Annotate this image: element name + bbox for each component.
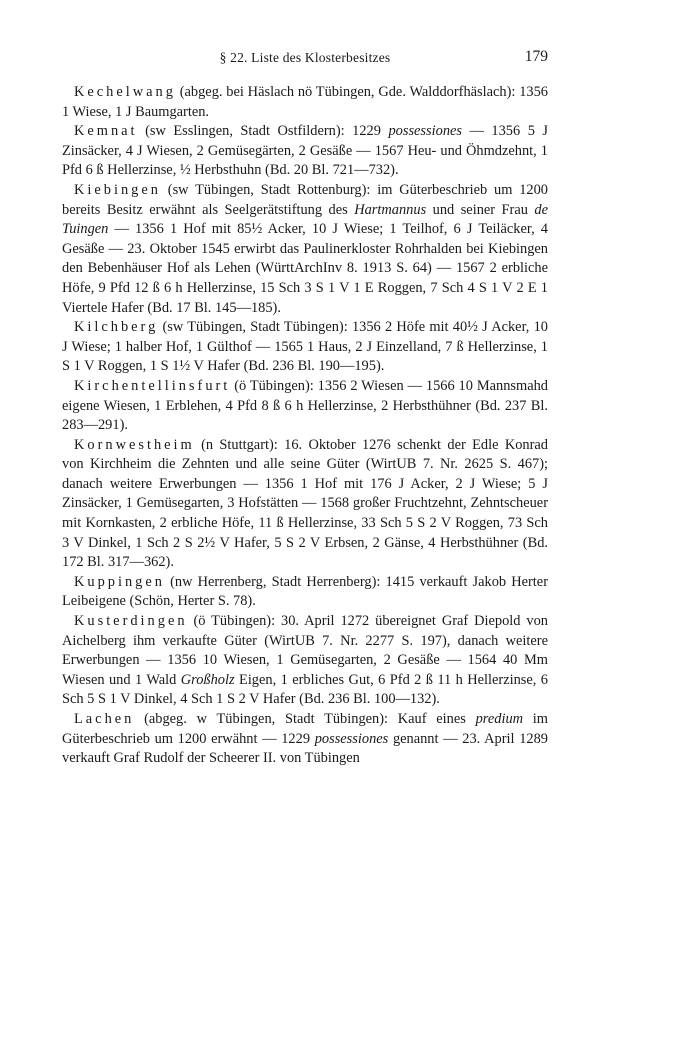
entry-text: (sw Tübingen, Stadt Tübingen): 1356 2 Höfe mit 40½ J Acker, 10 J Wiese; 1 halber Hof, 1 Gülthof — 1565 1 Haus, 2 J Einzelland, 7 ß Hellerzinse, 1 S 1 V Roggen, 1 S 1½ V Hafer (Bd. 236 Bl. 190—195). [62,319,548,375]
entry-italic-term: de Tuingen [62,201,548,238]
entry-headword: Kirchentellinsfurt [74,377,231,394]
entry-kirchentellinsfurt [62,377,548,436]
entry-italic-term: predium [475,711,524,727]
entry-text: Eigen, 1 erbliches Gut, 6 Pfd 2 ß 11 h Hellerzinse, 6 Sch 5 S 1 V Dinkel, 4 Sch 1 S 2 V Hafer (Bd. 236 Bl. 100—132). [62,671,548,708]
entry-kornwestheim [62,436,548,573]
entry-headword: Kilchberg [74,319,159,336]
entry-italic-term: possessiones [314,730,389,747]
book-page [62,40,548,769]
entry-text: (sw Tübingen, Stadt Rottenburg): im Güterbeschrieb um 1200 bereits Besitz erwähnt als Seelgerätstiftung des [62,181,548,218]
entry-list [62,83,548,769]
entry-text: (abgeg. w Tübingen, Stadt Tübingen): Kauf eines [134,711,476,727]
entry-text: (ö Tübingen): 30. April 1272 übereignet Graf Diepold von Aichelberg ihm verkaufte Güter (WirtUB 7. Nr. 2277 S. 197), danach weitere Erwerbungen — 1356 10 Wiesen, 1 Gemüsegarten, 2 Gesäße — 1564 40 Mm Wiesen und 1 Wald [62,613,548,688]
entry-headword: Kemnat [74,123,138,140]
entry-italic-term: Hartmannus [354,201,427,218]
entry-kiebingen [62,181,548,318]
entry-text: und seiner Frau [426,201,535,218]
entry-text: (nw Herrenberg, Stadt Herrenberg): 1415 verkauft Jakob Herter Leibeigene (Schön, Herter S. 78). [62,573,548,610]
entry-headword: Kuppingen [74,573,165,590]
entry-headword: Kechelwang [74,84,176,100]
entry-lachen [62,710,548,769]
entry-text: (ö Tübingen): 1356 2 Wiesen — 1566 10 Mannsmahd eigene Wiesen, 1 Erblehen, 4 Pfd 8 ß 6 h Hellerzinse, 2 Herbsthühner (Bd. 237 Bl. 283—291). [62,377,548,434]
running-header [62,40,548,70]
entry-text: (n Stuttgart): 16. Oktober 1276 schenkt der Edle Konrad von Kirchheim die Zehnten und alle seine Güter (WirtUB 7. Nr. 2625 S. 467); danach weitere Erwerbungen — 1356 1 Hof mit 176 J Acker, 2 J Wiese; 5 J Zinsäcker, 1 Gemüsegarten, 3 Hofstätten — 1568 großer Fruchtzehnt, Zehntscheuer mit Kornkasten, 2 erbliche Höfe, 11 ß Hellerzinse, 33 Sch 5 S 2 V Roggen, 73 Sch 3 V Dinkel, 1 Sch 2 S 2½ V Hafer, 5 S 2 V Erbsen, 2 Gänse, 4 Herbsthühner (Bd. 172 Bl. 317—362). [62,436,548,571]
running-title: § 22. Liste des Klosterbesitzes [219,50,391,65]
entry-italic-term: possessiones [388,123,463,140]
entry-text: — 1356 5 J Zinsäcker, 4 J Wiesen, 2 Gemüsegärten, 2 Gesäße — 1567 Heu- und Öhmdzehnt, 1 Pfd 6 ß Hellerzinse, ½ Herbsthuhn (Bd. 20 Bl. 721—732). [62,123,549,179]
entry-text: (abgeg. bei Häslach nö Tübingen, Gde. Walddorfhäslach): 1356 1 Wiese, 1 J Baumgarten. [62,84,548,120]
entry-headword: Kiebingen [74,181,161,198]
entry-kemnat [62,122,548,181]
entry-kusterdingen [62,612,548,710]
entry-text: — 1356 1 Hof mit 85½ Acker, 10 J Wiese; 1 Teilhof, 6 J Teiläcker, 4 Gesäße — 23. Oktober 1545 erwirbt das Paulinerkloster Rohrhalden bei Kiebingen den Bebenhäuser Hof als Lehen (WürttArchInv 8. 1913 S. 64) — 1567 2 erbliche Höfe, 9 Pfd 12 ß 6 h Hellerzinse, 15 Sch 3 S 1 V 1 E Roggen, 7 Sch 4 S 1 V 2 E 1 Viertele Hafer (Bd. 17 Bl. 145—185). [62,221,548,316]
entry-headword: Kusterdingen [74,613,188,630]
entry-italic-term: Großholz [180,671,235,688]
entry-kilchberg [62,318,548,377]
entry-headword: Kornwestheim [74,436,195,453]
entry-text: (sw Esslingen, Stadt Ostfildern): 1229 [137,123,389,140]
page-number: 179 [524,48,548,65]
entry-text: genannt — 23. April 1289 verkauft Graf Rudolf der Scheerer II. von Tübingen [62,730,548,767]
entry-kuppingen [62,573,548,612]
entry-kechelwang [62,83,548,122]
entry-headword: Lachen [74,711,135,727]
entry-text: im Güterbeschrieb um 1200 erwähnt — 1229 [62,711,548,747]
